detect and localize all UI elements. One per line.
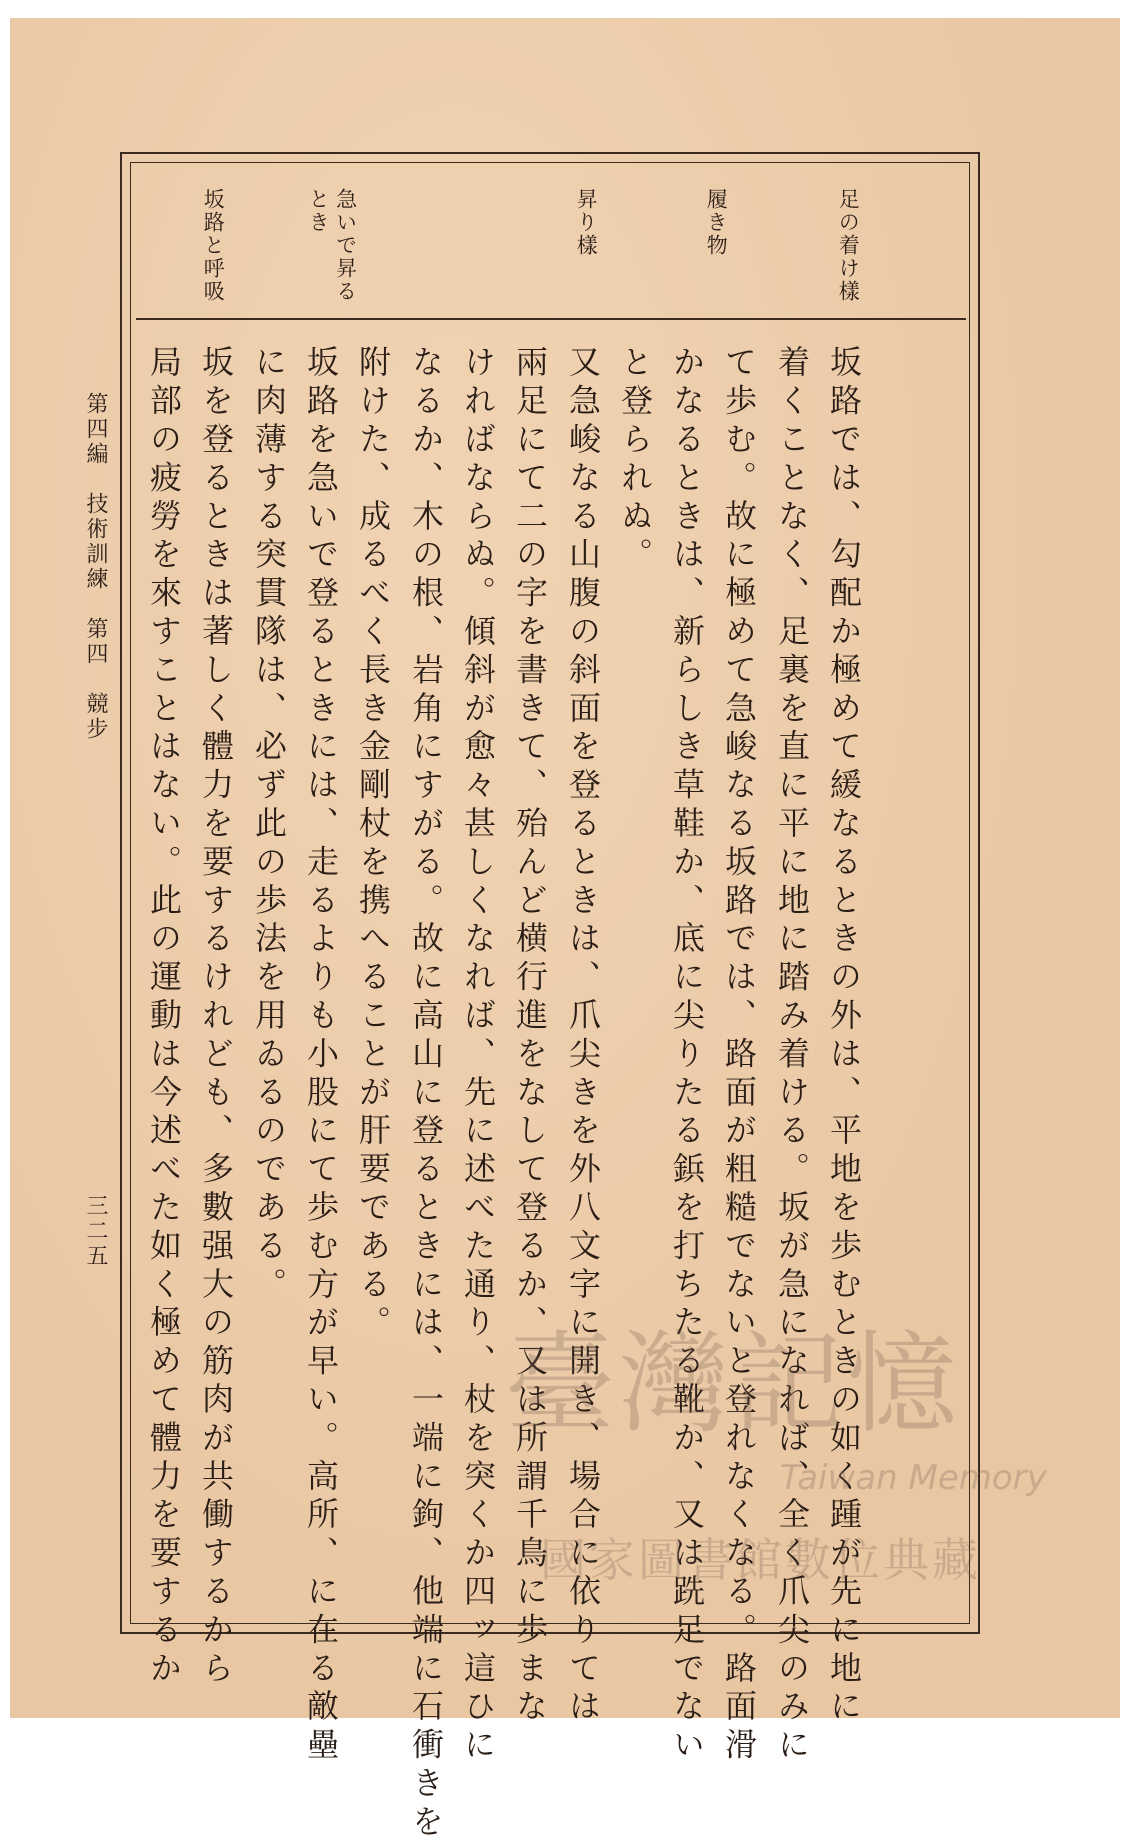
body-column-14: 局部の疲勞を來すことはない。此の運動は今述べた如く極めて體力を要するか [145, 345, 183, 1689]
watermark-english: Taiwan Memory [780, 1458, 1047, 1498]
body-column-5: と登られぬ。 [616, 345, 654, 576]
page-number: 三二五 [83, 1194, 108, 1269]
body-column-1: 坂路では、勾配か極めて緩なるときの外は、平地を歩むときの如く踵が先に地に [825, 345, 863, 1728]
body-column-6: 又急峻なる山腹の斜面を登るときは、爪尖きを外八文字に開き、場合に依りては [564, 345, 602, 1728]
body-column-9: なるか、木の根、岩角にすがる。故に高山に登るときには、一端に鉤、他端に石衝きを [407, 345, 445, 1843]
side-note-climbing-in-haste: 急いで昇るとき [306, 188, 358, 303]
body-column-13: 坂を登るときは著しく體力を要するけれども、多數强大の筋肉が共働するから [197, 345, 235, 1689]
marginal-note-divider [136, 318, 966, 320]
body-column-7: 兩足にて二の字を書きて、殆んど横行進をなして登るか、又は所謂千鳥に歩まな [511, 345, 549, 1728]
body-column-2: 着くことなく、足裏を直に平に地に踏み着ける。坂が急になれば、全く爪尖のみに [773, 345, 811, 1766]
side-note-footwear: 履き物 [704, 188, 729, 257]
side-note-slope-and-breathing: 坂路と呼吸 [201, 188, 226, 303]
running-head: 第四編 技術訓練 第四 競步 [83, 392, 108, 742]
watermark-title: 臺灣記憶 [505, 1320, 961, 1448]
body-column-8: ければならぬ。傾斜が愈々甚しくなれば、先に述べた通り、杖を突くか四ッ這ひに [459, 345, 497, 1766]
watermark-subtitle: 國家圖書館數位典藏 [540, 1533, 981, 1587]
body-column-10: 附けた、成るべく長き金剛杖を携へることが肝要である。 [354, 345, 392, 1344]
side-note-climbing-method: 昇り樣 [574, 188, 599, 257]
body-column-4: かなるときは、新らしき草鞋か、底に尖りたる鋲を打ちたる靴か、又は跣足でない [668, 345, 706, 1766]
body-column-3: て歩む。故に極めて急峻なる坂路では、路面が粗糙でないと登れなくなる。路面滑 [720, 345, 758, 1766]
side-note-foot-placement: 足の着け樣 [836, 188, 861, 303]
body-column-11: 坂路を急いで登るときには、走るよりも小股にて歩む方が早い。高所、に在る敵壘 [302, 345, 340, 1766]
body-column-12: に肉薄する突貫隊は、必ず此の歩法を用ゐるのである。 [250, 345, 288, 1305]
